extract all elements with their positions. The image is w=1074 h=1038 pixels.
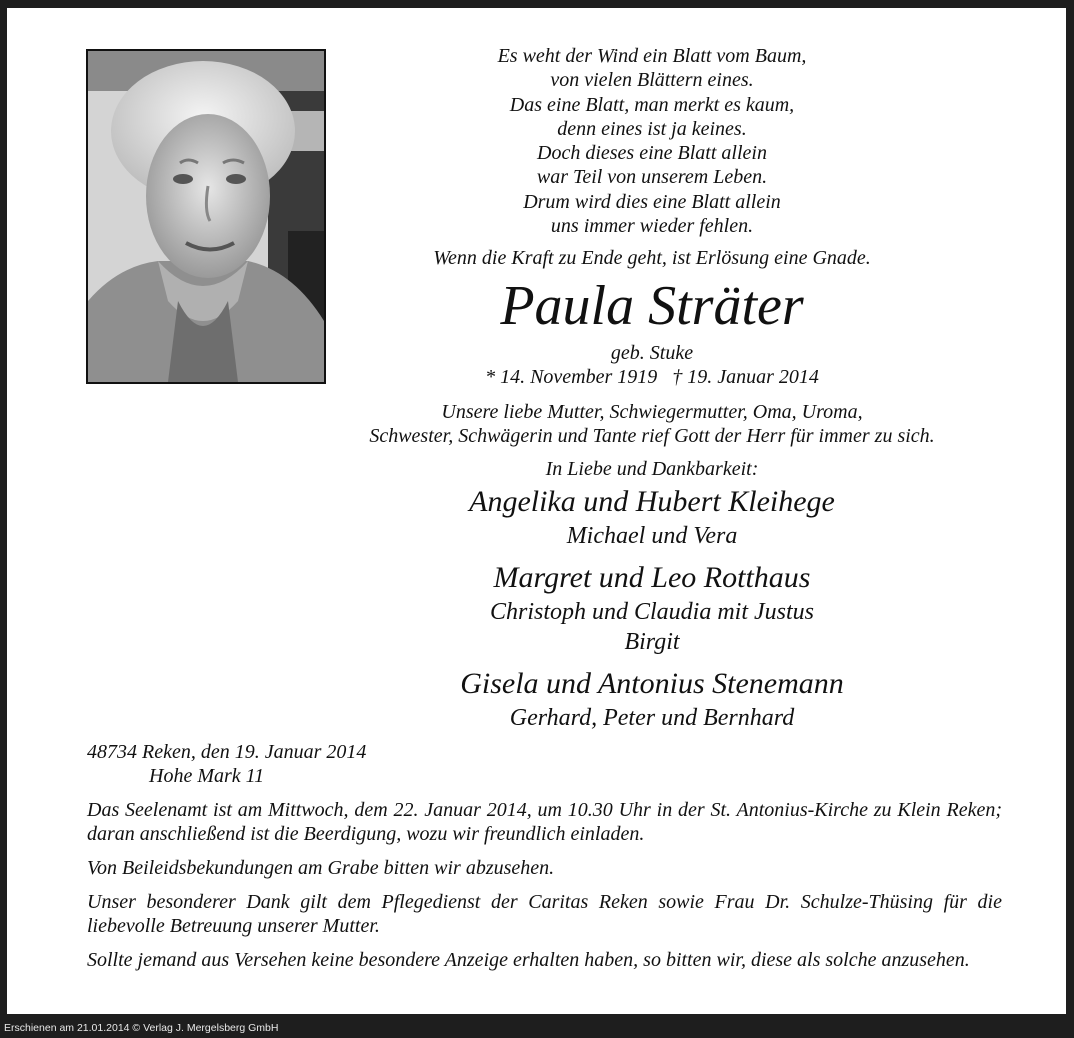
- address-street: Hohe Mark 11: [149, 765, 265, 787]
- motto: Wenn die Kraft zu Ende geht, ist Erlösung eine Gnade.: [433, 247, 871, 269]
- poem-line: Doch dieses eine Blatt allein: [537, 142, 767, 165]
- family-name: Angelika und Hubert Kleihege: [469, 485, 835, 518]
- poem-line: uns immer wieder fehlen.: [550, 215, 754, 238]
- life-dates: [327, 366, 977, 389]
- announcement-text: [327, 400, 977, 448]
- gratitude-note: Unser besonderer Dank gilt dem Pflegedienst der Caritas Reken sowie Frau Dr. Schulze-Thüsing für die liebevolle Betreuung unserer Mutter.: [87, 891, 1002, 937]
- family-members: Michael und Vera: [566, 523, 738, 549]
- poem: [327, 44, 977, 238]
- birth-name: geb. Stuke: [610, 342, 694, 364]
- deceased-name: Paula Sträter: [500, 275, 804, 337]
- notice-note: Sollte jemand aus Versehen keine besondere Anzeige erhalten haben, so bitten wir, diese als solche anzusehen.: [87, 949, 970, 971]
- announcement-line: Unsere liebe Mutter, Schwiegermutter, Oma, Uroma,: [441, 401, 863, 423]
- address-line: 48734 Reken, den 19. Januar 2014: [87, 741, 367, 763]
- family-name: Margret und Leo Rotthaus: [493, 561, 811, 594]
- announcement-line: Schwester, Schwägerin und Tante rief Gott der Herr für immer zu sich.: [369, 425, 935, 447]
- family-members: Christoph und Claudia mit Justus: [489, 599, 815, 625]
- life-dates-text: * 14. November 1919 † 19. Januar 2014: [485, 366, 819, 388]
- poem-line: Das eine Blatt, man merkt es kaum,: [509, 93, 795, 116]
- poem-line: Drum wird dies eine Blatt allein: [523, 190, 781, 213]
- thanks-line: In Liebe und Dankbarkeit:: [545, 458, 759, 480]
- funeral-info: Das Seelenamt ist am Mittwoch, dem 22. Januar 2014, um 10.30 Uhr in der St. Antonius-Kirche zu Klein Reken; daran anschließend ist die Beerdigung, wozu wir freundlich einladen.: [87, 799, 1002, 845]
- poem-line: denn eines ist ja keines.: [557, 117, 747, 140]
- family-members: Gerhard, Peter und Bernhard: [509, 705, 795, 731]
- family-name: Gisela und Antonius Stenemann: [460, 667, 844, 700]
- condolence-note: Von Beileidsbekundungen am Grabe bitten wir abzusehen.: [87, 857, 555, 879]
- publisher-footer: Erschienen am 21.01.2014 © Verlag J. Mergelsberg GmbH: [4, 1022, 279, 1034]
- poem-line: von vielen Blättern eines.: [550, 69, 754, 92]
- family-members: Birgit: [624, 629, 680, 655]
- poem-line: Es weht der Wind ein Blatt vom Baum,: [497, 45, 807, 67]
- poem-line: war Teil von unserem Leben.: [536, 166, 768, 189]
- portrait-photo: [86, 49, 326, 384]
- obituary-notice: [7, 8, 1066, 1014]
